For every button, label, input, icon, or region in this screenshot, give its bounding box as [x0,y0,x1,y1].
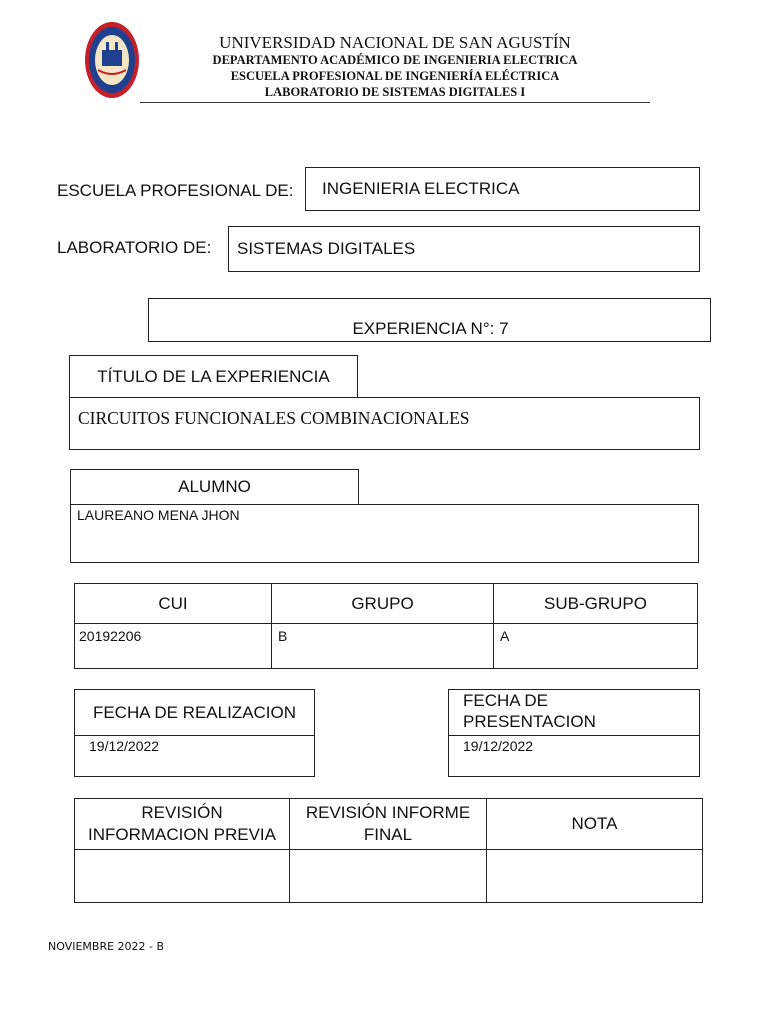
revision-previa-line1: REVISIÓN [141,803,223,822]
fecha-presentacion-divider [449,735,699,736]
cui-grupo-table [74,583,698,669]
school-name: ESCUELA PROFESIONAL DE INGENIERÍA ELÉCTRICA [230,69,560,83]
alumno-label-box [70,469,359,505]
revision-previa-header [75,799,289,849]
subgrupo-value: A [500,628,510,644]
subgrupo-header: SUB-GRUPO [544,593,647,613]
fecha-presentacion-label-line1: FECHA DE [463,691,549,710]
nota-header: NOTA [571,814,618,833]
experiencia-number: EXPERIENCIA N°: 7 [352,319,509,338]
lab-name: LABORATORIO DE SISTEMAS DIGITALES I [264,85,526,99]
fecha-realizacion-box [74,689,315,777]
escuela-field [305,167,700,211]
revision-previa-line2: INFORMACION PREVIA [88,825,276,844]
laboratorio-field [228,226,700,272]
footer-date: NOVIEMBRE 2022 - B [48,940,165,953]
fecha-realizacion-label: FECHA DE REALIZACION [92,702,297,722]
cui-header: CUI [158,593,188,613]
fecha-presentacion-box [448,689,700,777]
table-row-divider [75,623,697,624]
fecha-realizacion-value: 19/12/2022 [89,738,160,754]
revision-final-header [290,799,486,849]
grupo-value: B [278,628,288,644]
revision-table [74,798,703,903]
alumno-value: LAUREANO MENA JHON [77,507,240,523]
experiencia-box [148,298,711,342]
revision-final-line2: FINAL [363,825,413,844]
fecha-realizacion-divider [75,735,314,736]
university-name: UNIVERSIDAD NACIONAL DE SAN AGUSTÍN [219,33,571,52]
titulo-value-box [69,397,700,450]
alumno-label: ALUMNO [178,477,251,496]
fecha-presentacion-value: 19/12/2022 [463,738,534,754]
escuela-value: INGENIERIA ELECTRICA [322,179,520,198]
revision-row-divider [75,849,702,850]
department-name: DEPARTAMENTO ACADÉMICO DE INGENIERIA ELECTRICA [212,53,578,67]
fecha-presentacion-label [463,690,596,732]
laboratorio-value: SISTEMAS DIGITALES [237,239,416,258]
escuela-label: ESCUELA PROFESIONAL DE: [57,181,294,200]
university-seal-logo [84,20,140,100]
titulo-label: TÍTULO DE LA EXPERIENCIA [97,366,330,386]
revision-final-line1: REVISIÓN INFORME [305,803,471,822]
alumno-value-box [70,504,699,563]
fecha-presentacion-label-line2: PRESENTACION [463,712,596,731]
titulo-label-box [69,355,358,398]
laboratorio-label: LABORATORIO DE: [57,238,212,257]
grupo-header: GRUPO [351,593,414,613]
cui-value: 20192206 [79,628,142,644]
titulo-value: CIRCUITOS FUNCIONALES COMBINACIONALES [78,408,470,428]
header-divider [140,102,650,103]
